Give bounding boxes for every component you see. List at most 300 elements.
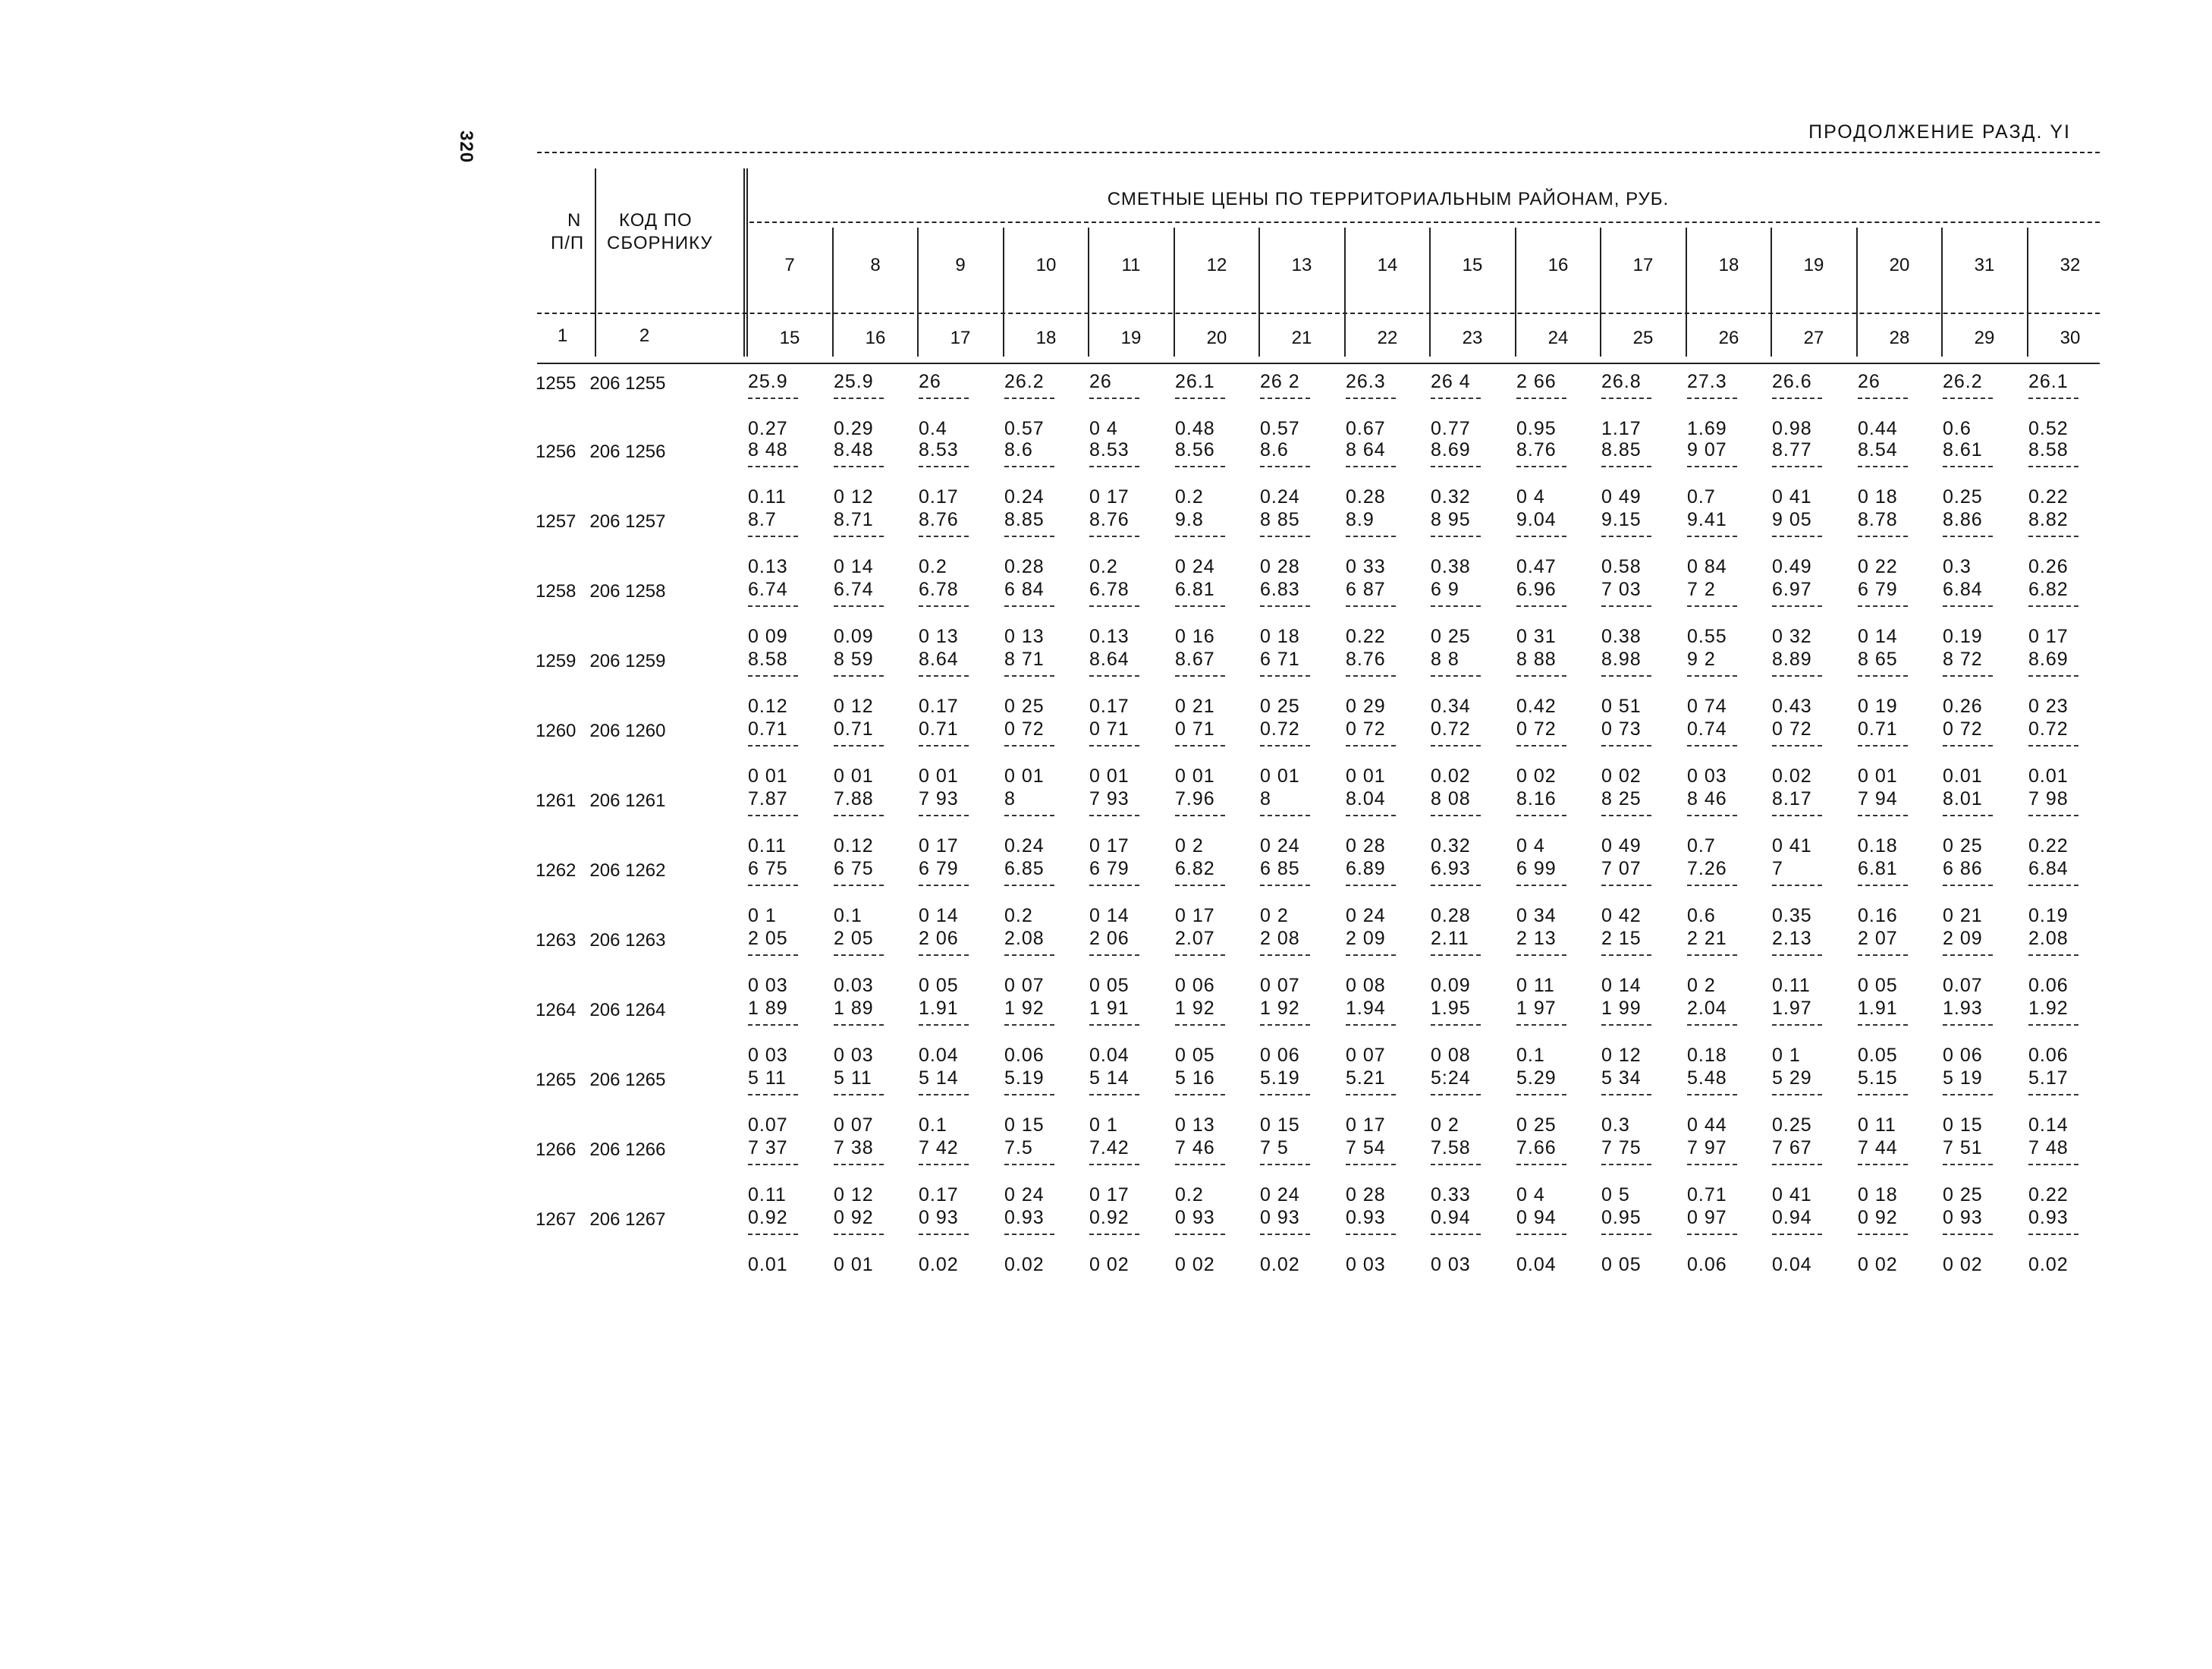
- price-cell: [1601, 997, 1680, 1067]
- price-sub-value: 0.13: [1089, 626, 1130, 647]
- row-number-and-code: [536, 581, 666, 602]
- fraction-dash: [1601, 954, 1651, 956]
- price-value: 0.71: [748, 718, 788, 740]
- price-sub-value: 0.05: [1858, 1045, 1898, 1066]
- district-number: 15: [1462, 255, 1483, 275]
- price-cell: [1516, 1206, 1595, 1276]
- price-value: 5.29: [1516, 1067, 1557, 1089]
- price-value: 8 72: [1943, 649, 1983, 670]
- price-value: 7: [1772, 858, 1783, 879]
- column-index: 25: [1632, 328, 1654, 348]
- fraction-dash: [748, 954, 798, 956]
- price-sub-value: 0.12: [748, 696, 788, 717]
- price-cell: [1346, 1136, 1425, 1206]
- fraction-dash: [1772, 1094, 1822, 1095]
- price-sub-value: 0.25: [1943, 486, 1983, 508]
- price-cell: [1260, 1206, 1339, 1276]
- price-sub-value: 0.17: [1089, 696, 1130, 717]
- price-cell: [1346, 857, 1425, 927]
- price-sub-value: 0 02: [1858, 1254, 1898, 1275]
- price-cell: [2028, 1206, 2107, 1276]
- fraction-dash: [919, 398, 969, 399]
- fraction-dash: [1772, 1024, 1822, 1026]
- row-code: 206 1257: [589, 511, 666, 532]
- price-value: 0.72: [2028, 718, 2069, 740]
- fraction-dash: [834, 398, 884, 399]
- row-code: 206 1258: [589, 581, 666, 602]
- price-value: 8: [1004, 788, 1016, 809]
- price-value: 2 09: [1346, 928, 1386, 949]
- column-index: 20: [1206, 328, 1227, 348]
- price-value: 7 2: [1687, 579, 1716, 600]
- price-sub-value: 0.13: [748, 556, 788, 577]
- price-value: 26.6: [1772, 371, 1812, 392]
- price-cell: [748, 1136, 827, 1206]
- price-value: 7 54: [1346, 1137, 1386, 1158]
- price-sub-value: 0 42: [1601, 905, 1642, 926]
- price-sub-value: 0 21: [1175, 696, 1215, 717]
- fraction-dash: [1772, 675, 1822, 677]
- price-cell: [1687, 787, 1766, 857]
- price-cell: [1858, 927, 1937, 997]
- price-cell: [1346, 648, 1425, 718]
- price-cell: [834, 1136, 913, 1206]
- fraction-dash: [1516, 1234, 1566, 1235]
- price-sub-value: 0 05: [1601, 1254, 1642, 1275]
- fraction-dash: [1858, 1234, 1908, 1235]
- price-sub-value: 0 74: [1687, 696, 1727, 717]
- price-value: 6 75: [748, 858, 788, 879]
- price-cell: [748, 1067, 827, 1136]
- price-value: 27.3: [1687, 371, 1727, 392]
- price-cell: [1687, 927, 1766, 997]
- price-cell: [1089, 718, 1168, 787]
- fraction-dash: [1858, 954, 1908, 956]
- fraction-dash: [1601, 1234, 1651, 1235]
- price-cell: [1772, 1206, 1851, 1276]
- price-cell: [1601, 1067, 1680, 1136]
- district-number: 16: [1547, 255, 1569, 275]
- price-sub-value: 0 18: [1858, 486, 1898, 508]
- price-sub-value: 0 01: [748, 765, 788, 787]
- fraction-dash: [1943, 536, 1993, 537]
- fraction-dash: [1772, 815, 1822, 816]
- price-value: 0 72: [1004, 718, 1045, 740]
- price-sub-value: 0 41: [1772, 486, 1812, 508]
- fraction-dash: [1943, 954, 1993, 956]
- price-cell: [748, 927, 827, 997]
- fraction-dash: [748, 885, 798, 886]
- fraction-dash: [1004, 1164, 1054, 1165]
- fraction-dash: [1601, 466, 1651, 467]
- price-cell: [1004, 997, 1083, 1067]
- price-cell: [1516, 648, 1595, 718]
- price-sub-value: 0 24: [1346, 905, 1386, 926]
- fraction-dash: [834, 1234, 884, 1235]
- fraction-dash: [1004, 398, 1054, 399]
- price-cell: [1346, 718, 1425, 787]
- fraction-dash: [2028, 466, 2078, 467]
- price-sub-value: 0.1: [834, 905, 862, 926]
- price-cell: [1260, 438, 1339, 508]
- price-sub-value: 0.11: [748, 1184, 787, 1205]
- column-index: 15: [779, 328, 800, 348]
- price-cell: [1858, 1067, 1937, 1136]
- price-value: 5.19: [1004, 1067, 1045, 1089]
- price-sub-value: 0.04: [1772, 1254, 1812, 1275]
- row-code: 206 1266: [589, 1139, 666, 1160]
- fraction-dash: [1687, 885, 1737, 886]
- price-cell: [748, 787, 827, 857]
- price-sub-value: 0 03: [748, 1045, 788, 1066]
- price-value: 8 85: [1260, 509, 1300, 530]
- fraction-dash: [919, 675, 969, 677]
- price-cell: [1175, 508, 1254, 578]
- fraction-dash: [1858, 1164, 1908, 1165]
- fraction-dash: [1175, 1234, 1225, 1235]
- price-sub-value: 0.19: [2028, 905, 2069, 926]
- price-cell: [1772, 857, 1851, 927]
- price-cell: [1943, 1136, 2022, 1206]
- price-cell: [1175, 857, 1254, 927]
- fraction-dash: [834, 885, 884, 886]
- price-sub-value: 0 32: [1772, 626, 1812, 647]
- price-value: 1.93: [1943, 998, 1983, 1019]
- price-cell: [834, 508, 913, 578]
- row-code: 206 1267: [589, 1209, 666, 1230]
- price-value: 8.48: [834, 439, 874, 460]
- price-sub-value: 0 22: [1858, 556, 1898, 577]
- fraction-dash: [1943, 466, 1993, 467]
- price-sub-value: 0 14: [1858, 626, 1898, 647]
- fraction-dash: [919, 815, 969, 816]
- price-sub-value: 0.7: [1687, 835, 1716, 857]
- price-sub-value: 0.43: [1772, 696, 1812, 717]
- fraction-dash: [1004, 1234, 1054, 1235]
- price-value: 0.94: [1431, 1207, 1471, 1228]
- price-cell: [1175, 1067, 1254, 1136]
- price-value: 7 51: [1943, 1137, 1983, 1158]
- price-sub-value: 0 01: [834, 1254, 874, 1275]
- price-cell: [1431, 927, 1510, 997]
- fraction-dash: [2028, 1024, 2078, 1026]
- price-value: 7.88: [834, 788, 874, 809]
- fraction-dash: [748, 536, 798, 537]
- header-bottom-rule: [537, 363, 2100, 364]
- price-value: 5 19: [1943, 1067, 1983, 1089]
- price-value: 0 73: [1601, 718, 1642, 740]
- fraction-dash: [1260, 466, 1310, 467]
- fraction-dash: [2028, 398, 2078, 399]
- price-cell: [1772, 718, 1851, 787]
- fraction-dash: [1175, 885, 1225, 886]
- price-value: 8.17: [1772, 788, 1812, 809]
- price-cell: [1601, 648, 1680, 718]
- price-value: 1 92: [1004, 998, 1045, 1019]
- price-value: 5 14: [919, 1067, 959, 1089]
- price-cell: [1943, 718, 2022, 787]
- column-index: 28: [1889, 328, 1910, 348]
- fraction-dash: [748, 675, 798, 677]
- price-sub-value: 0 14: [919, 905, 959, 926]
- price-value: 6 79: [1858, 579, 1898, 600]
- fraction-dash: [1346, 885, 1396, 886]
- price-value: 6.97: [1772, 579, 1812, 600]
- price-sub-value: 0 4: [1089, 418, 1118, 439]
- price-sub-value: 0 16: [1175, 626, 1215, 647]
- fraction-dash: [1346, 1024, 1396, 1026]
- fraction-dash: [1516, 815, 1566, 816]
- price-cell: [1687, 578, 1766, 648]
- fraction-dash: [1175, 745, 1225, 746]
- price-value: 26.2: [1004, 371, 1045, 392]
- price-sub-value: 0 15: [1004, 1114, 1045, 1136]
- price-cell: [1089, 1067, 1168, 1136]
- price-sub-value: 0 4: [1516, 486, 1545, 508]
- price-sub-value: 0.55: [1687, 626, 1727, 647]
- row-code: 206 1263: [589, 930, 666, 951]
- price-cell: [834, 648, 913, 718]
- price-cell: [1943, 997, 2022, 1067]
- price-cell: [1175, 718, 1254, 787]
- price-value: 6.78: [1089, 579, 1130, 600]
- fraction-dash: [1431, 1024, 1481, 1026]
- price-sub-value: 0.28: [1004, 556, 1045, 577]
- price-cell: [919, 927, 998, 997]
- price-cell: [1089, 1136, 1168, 1206]
- price-sub-value: 0 14: [1601, 975, 1642, 996]
- fraction-dash: [1601, 815, 1651, 816]
- price-sub-value: 0 12: [1601, 1045, 1642, 1066]
- column-index: 17: [950, 328, 971, 348]
- price-sub-value: 0 06: [1943, 1045, 1983, 1066]
- price-value: 25.9: [834, 371, 874, 392]
- fraction-dash: [1089, 1164, 1139, 1165]
- price-sub-value: 0.35: [1772, 905, 1812, 926]
- price-cell: [1601, 370, 1680, 440]
- price-sub-value: 0 14: [1089, 905, 1130, 926]
- price-value: 1 92: [1175, 998, 1215, 1019]
- price-cell: [1175, 1206, 1254, 1276]
- price-value: 7 03: [1601, 579, 1642, 600]
- price-cell: [1943, 438, 2022, 508]
- fraction-dash: [834, 954, 884, 956]
- price-value: 2.13: [1772, 928, 1812, 949]
- fraction-dash: [1516, 675, 1566, 677]
- fraction-dash: [1516, 605, 1566, 607]
- price-value: 6 71: [1260, 649, 1300, 670]
- price-sub-value: 0.57: [1260, 418, 1300, 439]
- price-value: 6.96: [1516, 579, 1557, 600]
- price-sub-value: 0.28: [1431, 905, 1471, 926]
- fraction-dash: [1260, 745, 1310, 746]
- price-sub-value: 0.2: [1089, 556, 1118, 577]
- price-sub-value: 0 49: [1601, 486, 1642, 508]
- district-number: 32: [2060, 255, 2081, 275]
- district-number: 11: [1121, 255, 1141, 275]
- row-number: 1264: [536, 1000, 577, 1020]
- price-sub-value: 0.02: [1260, 1254, 1300, 1275]
- price-sub-value: 0 08: [1346, 975, 1386, 996]
- fraction-dash: [834, 745, 884, 746]
- district-number: 31: [1974, 255, 1995, 275]
- fraction-dash: [748, 1164, 798, 1165]
- price-value: 26: [1089, 371, 1112, 392]
- price-sub-value: 0 19: [1858, 696, 1898, 717]
- fraction-dash: [1687, 954, 1737, 956]
- fraction-dash: [1858, 605, 1908, 607]
- price-value: 2.04: [1687, 998, 1727, 1019]
- fraction-dash: [1858, 815, 1908, 816]
- fraction-dash: [1516, 954, 1566, 956]
- price-cell: [1260, 578, 1339, 648]
- price-cell: [1431, 370, 1510, 440]
- price-sub-value: 0.11: [1772, 975, 1811, 996]
- price-value: 0.72: [1431, 718, 1471, 740]
- price-sub-value: 0.52: [2028, 418, 2069, 439]
- price-sub-value: 0.34: [1431, 696, 1471, 717]
- fraction-dash: [1431, 536, 1481, 537]
- price-sub-value: 0 28: [1346, 1184, 1386, 1205]
- price-value: 8.64: [919, 649, 959, 670]
- price-sub-value: 0.02: [1431, 765, 1471, 787]
- price-value: 0 72: [1943, 718, 1983, 740]
- price-value: 2 15: [1601, 928, 1642, 949]
- price-value: 5.17: [2028, 1067, 2069, 1089]
- price-cell: [1858, 648, 1937, 718]
- price-value: 6.82: [2028, 579, 2069, 600]
- price-sub-value: 0 15: [1943, 1114, 1983, 1136]
- price-value: 8.54: [1858, 439, 1898, 460]
- price-sub-value: 0 51: [1601, 696, 1642, 717]
- price-cell: [1687, 1136, 1766, 1206]
- price-sub-value: 0.3: [1601, 1114, 1630, 1136]
- fraction-dash: [1858, 745, 1908, 746]
- price-cell: [2028, 508, 2107, 578]
- fraction-dash: [1175, 675, 1225, 677]
- price-sub-value: 0 2: [1260, 905, 1289, 926]
- price-value: 0.71: [834, 718, 874, 740]
- price-value: 0.94: [1772, 1207, 1812, 1228]
- price-value: 7 93: [1089, 788, 1130, 809]
- price-sub-value: 0 17: [2028, 626, 2069, 647]
- price-cell: [2028, 438, 2107, 508]
- price-value: 5 11: [834, 1067, 872, 1089]
- price-sub-value: 0.16: [1858, 905, 1898, 926]
- price-cell: [1858, 370, 1937, 440]
- price-cell: [1516, 1067, 1595, 1136]
- row-number: 1263: [536, 930, 577, 951]
- price-cell: [1772, 1067, 1851, 1136]
- price-value: 8 48: [748, 439, 788, 460]
- price-cell: [748, 578, 827, 648]
- fraction-dash: [1175, 815, 1225, 816]
- fraction-dash: [1772, 745, 1822, 746]
- price-cell: [1687, 438, 1766, 508]
- price-sub-value: 0 4: [1516, 835, 1545, 857]
- price-cell: [1943, 857, 2022, 927]
- fraction-dash: [1943, 1024, 1993, 1026]
- price-value: 2 09: [1943, 928, 1983, 949]
- price-cell: [1858, 997, 1937, 1067]
- price-value: 1 99: [1601, 998, 1642, 1019]
- price-value: 0.74: [1687, 718, 1727, 740]
- fraction-dash: [1858, 398, 1908, 399]
- price-value: 8 88: [1516, 649, 1557, 670]
- fraction-dash: [1431, 885, 1481, 886]
- price-value: 9 07: [1687, 439, 1727, 460]
- district-number: 12: [1206, 255, 1227, 275]
- district-number: 8: [870, 255, 881, 275]
- price-sub-value: 0 17: [1175, 905, 1215, 926]
- num-col-header-line1: N: [567, 210, 582, 231]
- fraction-dash: [919, 1234, 969, 1235]
- fraction-dash: [1175, 1164, 1225, 1165]
- price-sub-value: 0 5: [1601, 1184, 1630, 1205]
- price-sub-value: 0.1: [919, 1114, 947, 1136]
- price-sub-value: 0 05: [1858, 975, 1898, 996]
- price-sub-value: 0.71: [1687, 1184, 1727, 1205]
- price-sub-value: 0.95: [1516, 418, 1557, 439]
- price-value: 8.85: [1601, 439, 1642, 460]
- price-cell: [1943, 578, 2022, 648]
- column-index: 27: [1803, 328, 1824, 348]
- price-value: 2.07: [1175, 928, 1215, 949]
- price-sub-value: 0 1: [1089, 1114, 1118, 1136]
- price-sub-value: 0 14: [834, 556, 874, 577]
- fraction-dash: [1516, 536, 1566, 537]
- price-sub-value: 0 25: [1260, 696, 1300, 717]
- header-index-rule: [537, 313, 2100, 314]
- price-cell: [1175, 438, 1254, 508]
- price-value: 6.89: [1346, 858, 1386, 879]
- price-sub-value: 0 09: [748, 626, 788, 647]
- price-value: 7.58: [1431, 1137, 1471, 1158]
- fraction-dash: [748, 398, 798, 399]
- fraction-dash: [1260, 1094, 1310, 1095]
- fraction-dash: [834, 605, 884, 607]
- fraction-dash: [1004, 745, 1054, 746]
- fraction-dash: [1175, 954, 1225, 956]
- price-sub-value: 0 24: [1260, 1184, 1300, 1205]
- price-value: 0.93: [1004, 1207, 1045, 1228]
- fraction-dash: [748, 605, 798, 607]
- price-sub-value: 0 01: [1260, 765, 1300, 787]
- price-sub-value: 0.06: [1004, 1045, 1045, 1066]
- price-value: 1 89: [748, 998, 788, 1019]
- price-value: 7 44: [1858, 1137, 1898, 1158]
- price-sub-value: 0.32: [1431, 486, 1471, 508]
- price-sub-value: 0 18: [1260, 626, 1300, 647]
- price-cell: [1004, 857, 1083, 927]
- price-value: 0.95: [1601, 1207, 1642, 1228]
- row-number-and-code: [536, 790, 666, 812]
- price-cell: [1687, 997, 1766, 1067]
- price-value: 2 21: [1687, 928, 1727, 949]
- col-index-1: 1: [557, 325, 569, 346]
- row-code: 206 1264: [589, 1000, 666, 1020]
- price-cell: [1601, 927, 1680, 997]
- price-sub-value: 0 01: [1004, 765, 1045, 787]
- fraction-dash: [1772, 1164, 1822, 1165]
- price-sub-value: 0.06: [2028, 1045, 2069, 1066]
- fraction-dash: [1772, 885, 1822, 886]
- price-cell: [1260, 370, 1339, 440]
- price-cell: [1175, 927, 1254, 997]
- price-cell: [1516, 578, 1595, 648]
- fraction-dash: [1431, 745, 1481, 746]
- price-sub-value: 0.02: [2028, 1254, 2069, 1275]
